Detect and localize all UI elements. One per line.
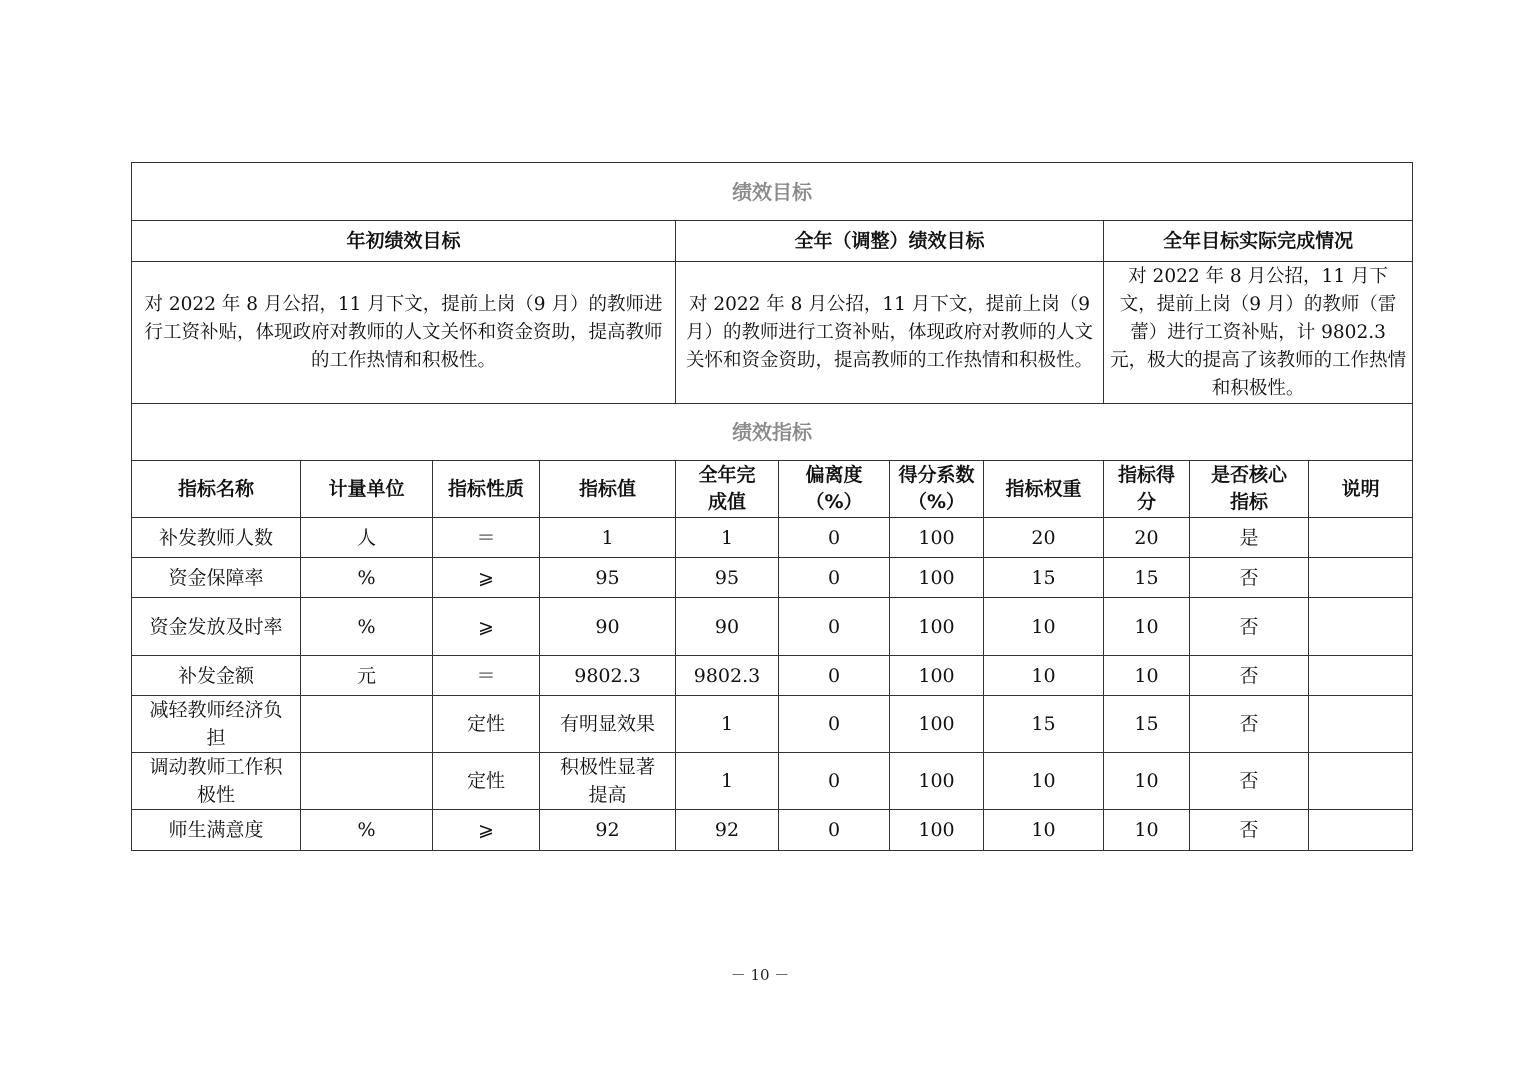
cell-nature: 定性 — [433, 753, 540, 810]
cell-weight: 10 — [984, 656, 1104, 696]
cell-actual-value: 1 — [676, 753, 779, 810]
cell-remark — [1309, 558, 1413, 598]
adjusted-goal-text: 对 2022 年 8 月公招，11 月下文，提前上岗（9 月）的教师进行工资补贴，体现政府对教师的人文关怀和资金资助，提高教师的工作热情和积极性。 — [676, 262, 1104, 404]
cell-score: 15 — [1104, 696, 1190, 753]
cell-score: 10 — [1104, 753, 1190, 810]
cell-score-coefficient: 100 — [890, 518, 984, 558]
header-remark: 说明 — [1309, 461, 1413, 518]
cell-score-coefficient: 100 — [890, 696, 984, 753]
table-row — [132, 810, 1413, 851]
goals-section-title: 绩效目标 — [132, 163, 1413, 221]
cell-deviation: 0 — [779, 558, 890, 598]
table-row — [132, 558, 1413, 598]
cell-nature: ＝ — [433, 518, 540, 558]
header-score: 指标得分 — [1104, 461, 1190, 518]
cell-deviation: 0 — [779, 810, 890, 851]
cell-unit: % — [301, 598, 433, 656]
header-actual-value: 全年完成值 — [676, 461, 779, 518]
cell-unit: 人 — [301, 518, 433, 558]
cell-score-coefficient: 100 — [890, 656, 984, 696]
cell-unit: 元 — [301, 656, 433, 696]
cell-nature: ⩾ — [433, 810, 540, 851]
cell-remark — [1309, 696, 1413, 753]
goals-header-row — [132, 221, 1413, 262]
indicators-section-title: 绩效指标 — [132, 404, 1413, 461]
header-indicator-name: 指标名称 — [132, 461, 301, 518]
cell-score-coefficient: 100 — [890, 598, 984, 656]
cell-target-value: 积极性显著提高 — [540, 753, 676, 810]
cell-nature: ⩾ — [433, 598, 540, 656]
cell-deviation: 0 — [779, 598, 890, 656]
cell-actual-value: 1 — [676, 696, 779, 753]
cell-actual-value: 9802.3 — [676, 656, 779, 696]
cell-unit: % — [301, 810, 433, 851]
cell-weight: 10 — [984, 753, 1104, 810]
cell-weight: 10 — [984, 598, 1104, 656]
cell-deviation: 0 — [779, 518, 890, 558]
indicators-title-row — [132, 404, 1413, 461]
cell-nature: ＝ — [433, 656, 540, 696]
table-row — [132, 656, 1413, 696]
cell-target-value: 95 — [540, 558, 676, 598]
goals-title-row — [132, 163, 1413, 221]
cell-unit — [301, 753, 433, 810]
cell-actual-value: 95 — [676, 558, 779, 598]
cell-target-value: 1 — [540, 518, 676, 558]
cell-is-core: 否 — [1190, 656, 1309, 696]
indicators-header-row — [132, 461, 1413, 518]
cell-nature: ⩾ — [433, 558, 540, 598]
header-deviation: 偏离度（%） — [779, 461, 890, 518]
cell-indicator-name: 资金保障率 — [132, 558, 301, 598]
cell-score: 10 — [1104, 656, 1190, 696]
cell-is-core: 否 — [1190, 753, 1309, 810]
actual-completion-text: 对 2022 年 8 月公招，11 月下文，提前上岗（9 月）的教师（雷蕾）进行工资补贴，计 9802.3 元，极大的提高了该教师的工作热情和积极性。 — [1104, 262, 1413, 404]
cell-deviation: 0 — [779, 753, 890, 810]
cell-target-value: 90 — [540, 598, 676, 656]
cell-is-core: 否 — [1190, 558, 1309, 598]
header-weight: 指标权重 — [984, 461, 1104, 518]
cell-weight: 15 — [984, 558, 1104, 598]
cell-remark — [1309, 753, 1413, 810]
header-unit: 计量单位 — [301, 461, 433, 518]
table-row — [132, 753, 1413, 810]
cell-is-core: 否 — [1190, 810, 1309, 851]
cell-score: 10 — [1104, 598, 1190, 656]
header-target-value: 指标值 — [540, 461, 676, 518]
cell-score-coefficient: 100 — [890, 558, 984, 598]
cell-indicator-name: 师生满意度 — [132, 810, 301, 851]
header-nature: 指标性质 — [433, 461, 540, 518]
cell-score-coefficient: 100 — [890, 753, 984, 810]
cell-actual-value: 1 — [676, 518, 779, 558]
cell-target-value: 有明显效果 — [540, 696, 676, 753]
cell-unit: % — [301, 558, 433, 598]
cell-nature: 定性 — [433, 696, 540, 753]
initial-goal-text: 对 2022 年 8 月公招，11 月下文，提前上岗（9 月）的教师进行工资补贴，体现政府对教师的人文关怀和资金资助，提高教师的工作热情和积极性。 — [132, 262, 676, 404]
cell-is-core: 是 — [1190, 518, 1309, 558]
cell-weight: 20 — [984, 518, 1104, 558]
cell-weight: 10 — [984, 810, 1104, 851]
cell-indicator-name: 调动教师工作积极性 — [132, 753, 301, 810]
cell-actual-value: 90 — [676, 598, 779, 656]
table-row — [132, 598, 1413, 656]
cell-remark — [1309, 598, 1413, 656]
header-is-core: 是否核心指标 — [1190, 461, 1309, 518]
cell-remark — [1309, 518, 1413, 558]
actual-completion-header: 全年目标实际完成情况 — [1104, 221, 1413, 262]
table-row — [132, 518, 1413, 558]
cell-remark — [1309, 810, 1413, 851]
cell-indicator-name: 补发金额 — [132, 656, 301, 696]
cell-deviation: 0 — [779, 696, 890, 753]
cell-target-value: 9802.3 — [540, 656, 676, 696]
performance-table — [131, 162, 1413, 851]
cell-score: 10 — [1104, 810, 1190, 851]
cell-is-core: 否 — [1190, 598, 1309, 656]
goals-content-row — [132, 262, 1413, 404]
cell-unit — [301, 696, 433, 753]
cell-remark — [1309, 656, 1413, 696]
cell-deviation: 0 — [779, 656, 890, 696]
cell-indicator-name: 资金发放及时率 — [132, 598, 301, 656]
table-row — [132, 696, 1413, 753]
cell-score: 20 — [1104, 518, 1190, 558]
cell-actual-value: 92 — [676, 810, 779, 851]
page-number: － 10 － — [730, 966, 790, 984]
header-score-coefficient: 得分系数（%） — [890, 461, 984, 518]
cell-indicator-name: 减轻教师经济负担 — [132, 696, 301, 753]
cell-weight: 15 — [984, 696, 1104, 753]
cell-score: 15 — [1104, 558, 1190, 598]
cell-target-value: 92 — [540, 810, 676, 851]
cell-indicator-name: 补发教师人数 — [132, 518, 301, 558]
cell-score-coefficient: 100 — [890, 810, 984, 851]
initial-goal-header: 年初绩效目标 — [132, 221, 676, 262]
cell-is-core: 否 — [1190, 696, 1309, 753]
adjusted-goal-header: 全年（调整）绩效目标 — [676, 221, 1104, 262]
